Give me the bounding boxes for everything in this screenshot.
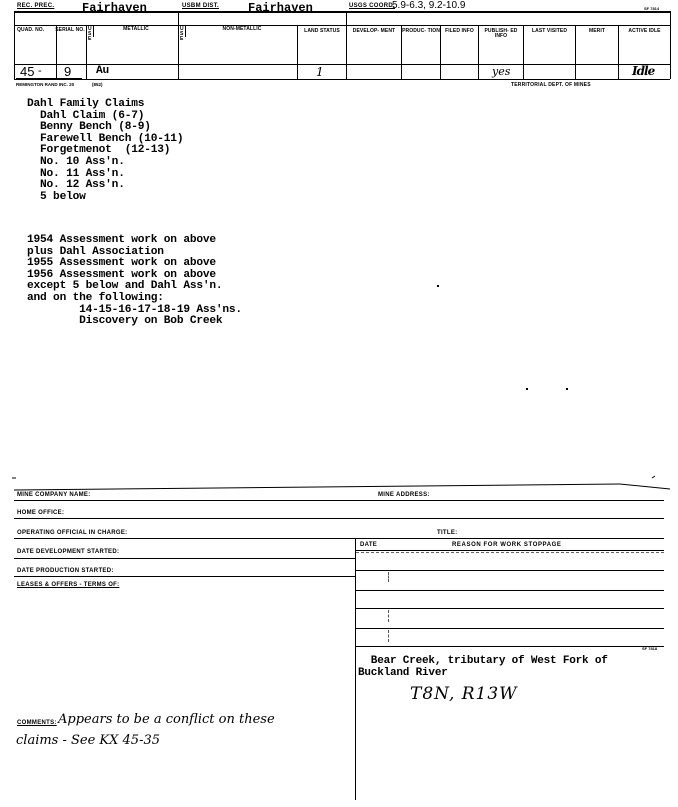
township-range: T8N, R13W (410, 684, 518, 704)
comments-line-1: Appears to be a conflict on these (58, 712, 275, 727)
nonmetallic-label: NON-METALLIC (222, 26, 262, 32)
last-visited-label: LAST VISITED (531, 28, 568, 34)
form-number-top: SF 7814 (644, 6, 660, 11)
serial-no-value: 9 (64, 64, 72, 79)
printer-code: (852) (92, 82, 103, 87)
assessment-line: 1955 Assessment work on above (27, 257, 216, 270)
assessment-line: plus Dahl Association (27, 245, 164, 258)
date-label: DATE (360, 542, 378, 548)
department-name: TERRITORIAL DEPT. OF MINES (511, 82, 591, 88)
usbm-dist-label: USBM DIST. (182, 3, 220, 9)
claims-line: Dahl Claim (6-7) (27, 109, 145, 122)
claims-line: 5 below (27, 190, 86, 203)
mine-company-name-label: MINE COMPANY NAME: (17, 492, 91, 498)
date-production-started-label: DATE PRODUCTION STARTED: (17, 568, 114, 574)
assessment-line: 1956 Assessment work on above (27, 268, 216, 281)
location-line-2: Buckland River (358, 667, 448, 679)
claims-list (27, 99, 183, 203)
printer-note: REMINGTON RAND INC. 20 (16, 82, 75, 87)
metallic-value: Au (96, 65, 110, 77)
assessment-line: Discovery on Bob Creek (27, 315, 223, 328)
usgs-coord-value: 5.9-6.3, 9.2-10.9 (392, 0, 466, 11)
claims-line: No. 10 Ass'n. (27, 155, 125, 168)
serial-no-label: SERIAL NO. (55, 27, 85, 33)
land-status-value: 1 (316, 65, 324, 79)
assessment-line: 1954 Assessment work on above (27, 234, 216, 246)
development-label: DEVELOP- MENT (352, 28, 396, 34)
production-label: PRODUC- TION (402, 28, 440, 34)
usbm-dist-value: Fairhaven (248, 1, 313, 15)
published-info-label: PUBLISH- ED INFO (484, 28, 518, 39)
assessment-line: and on the following: (27, 291, 164, 304)
title-label: TITLE: (437, 530, 458, 536)
merit-label: MERIT (588, 28, 606, 34)
comments-line-2: claims - See KX 45-35 (16, 733, 161, 748)
use-letters-nonmetallic: U S E (180, 26, 184, 42)
active-idle-value: Idle (632, 64, 655, 78)
comments-label: COMMENTS: (17, 720, 57, 726)
reason-label: REASON FOR WORK STOPPAGE (452, 542, 562, 548)
leases-offers-label: LEASES & OFFERS - TERMS OF: (17, 582, 120, 588)
assessment-notes (27, 235, 242, 328)
rec-prec-label: REC. PREC. (17, 3, 55, 9)
published-info-value: yes (492, 65, 511, 78)
use-letters-metallic: U S E (88, 26, 92, 42)
date-development-started-label: DATE DEVELOPMENT STARTED: (17, 549, 120, 555)
claims-line: Dahl Family Claims (27, 98, 145, 110)
land-status-label: LAND STATUS (304, 28, 340, 34)
usgs-coord-label: USGS COORD. (349, 3, 395, 9)
active-idle-label: ACTIVE IDLE (628, 28, 661, 34)
filed-info-label: FILED INFO (445, 28, 474, 34)
operating-official-label: OPERATING OFFICIAL IN CHARGE: (17, 530, 128, 536)
home-office-label: HOME OFFICE: (17, 510, 65, 516)
assessment-line: 14-15-16-17-18-19 Ass'ns. (27, 303, 242, 316)
mine-address-label: MINE ADDRESS: (378, 492, 430, 498)
form-number-bottom: SF 7818 (642, 646, 658, 651)
claims-line: No. 11 Ass'n. (27, 167, 125, 180)
assessment-line: except 5 below and Dahl Ass'n. (27, 280, 223, 293)
claims-line: No. 12 Ass'n. (27, 179, 125, 192)
quad-no-value: 45 (20, 64, 35, 79)
rec-prec-value: Fairhaven (82, 1, 147, 15)
quad-no-label: QUAD. NO. (17, 27, 45, 33)
claims-line: Benny Bench (8-9) (27, 121, 151, 134)
card-edge-line (0, 470, 678, 500)
location-line-1: Bear Creek, tributary of West Fork of (358, 655, 608, 667)
claims-line: Forgetmenot (12-13) (27, 144, 171, 157)
claims-line: Farewell Bench (10-11) (27, 132, 184, 145)
metallic-label: METALLIC (123, 26, 149, 32)
